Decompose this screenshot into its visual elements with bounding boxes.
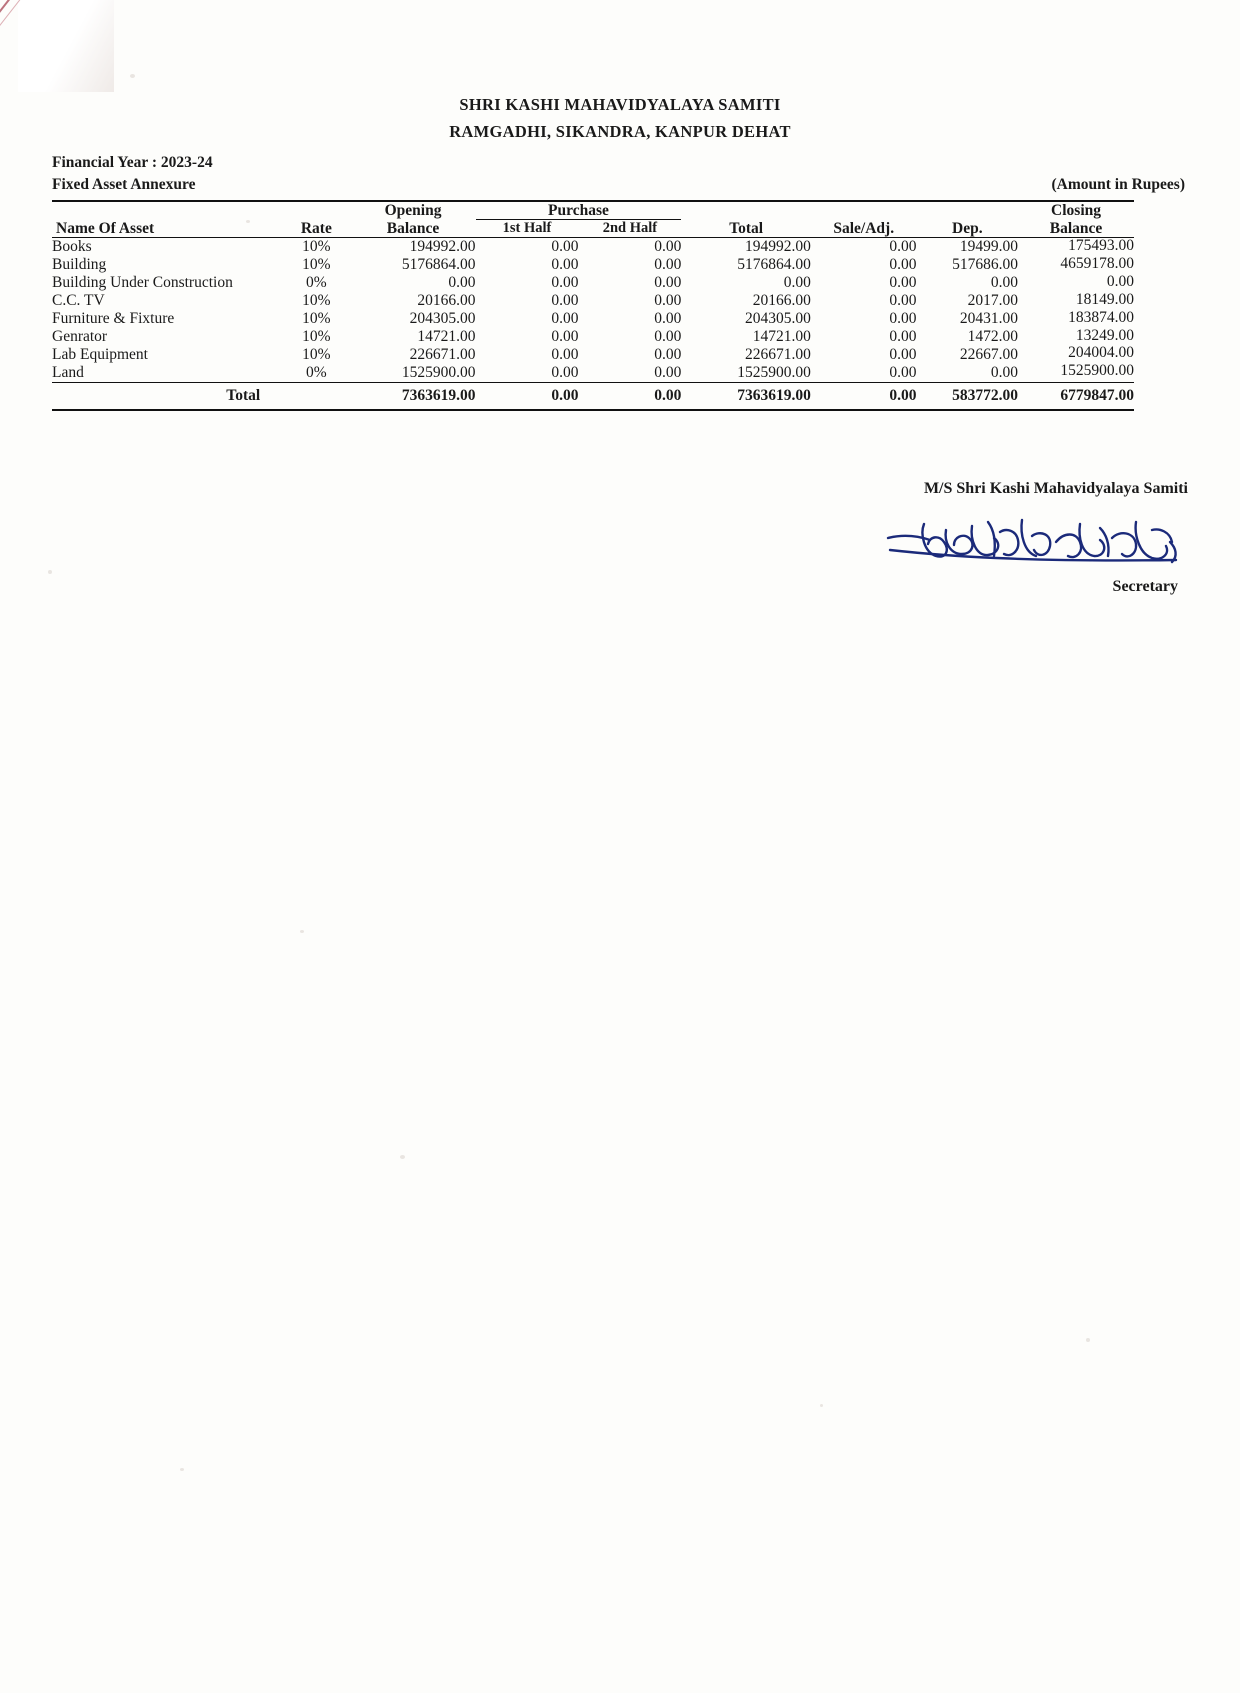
cell-total-dep: 583772.00 xyxy=(917,383,1019,411)
cell-asset-name: Land xyxy=(52,364,84,382)
cell-closing: 183874.00 xyxy=(1068,309,1134,327)
cell-sale-adj: 0.00 xyxy=(889,364,917,382)
cell-opening: 1525900.00 xyxy=(401,364,476,382)
annexure-row xyxy=(0,176,1240,194)
cell-first-half: 0.00 xyxy=(551,238,579,256)
cell-first-half: 0.00 xyxy=(551,328,579,346)
table-row xyxy=(52,346,1134,364)
amount-unit-note: (Amount in Rupees) xyxy=(1051,175,1185,193)
table-total-row xyxy=(52,383,1134,411)
cell-rate: 10% xyxy=(302,238,331,256)
cell-second-half: 0.00 xyxy=(654,274,682,292)
cell-dep: 20431.00 xyxy=(959,310,1019,328)
cell-asset-name: Furniture & Fixture xyxy=(52,310,175,328)
cell-total-opening: 7363619.00 xyxy=(351,383,476,411)
cell-closing: 204004.00 xyxy=(1068,344,1134,362)
cell-dep: 1472.00 xyxy=(967,328,1019,346)
table-body xyxy=(52,238,1134,415)
cell-rate: 10% xyxy=(302,256,331,274)
header-sale-adj: Sale/Adj. xyxy=(811,201,917,238)
cell-dep: 19499.00 xyxy=(959,238,1019,256)
cell-rate: 10% xyxy=(302,310,331,328)
cell-sale-adj: 0.00 xyxy=(889,256,917,274)
header-dep: Dep. xyxy=(917,201,1019,238)
header-purchase-second-half: 2nd Half xyxy=(602,220,658,237)
cell-sale-adj: 0.00 xyxy=(889,292,917,310)
header-purchase-first-half: 1st Half xyxy=(502,220,552,237)
scan-speck xyxy=(1086,1338,1090,1342)
cell-total-total: 7363619.00 xyxy=(681,383,811,411)
cell-asset-name: Building xyxy=(52,256,107,274)
cell-dep: 0.00 xyxy=(990,364,1019,382)
cell-total: 194992.00 xyxy=(745,238,811,256)
header-rate: Rate xyxy=(282,201,350,238)
cell-total-rate xyxy=(282,383,350,411)
cell-rate: 0% xyxy=(306,274,327,292)
cell-closing: 0.00 xyxy=(1106,273,1134,291)
scan-speck xyxy=(48,570,52,574)
cell-total-label: Total xyxy=(52,383,282,411)
signatory-entity: M/S Shri Kashi Mahavidyalaya Samiti xyxy=(923,480,1188,497)
header-purchase: Purchase xyxy=(476,201,682,220)
organization-name: SHRI KASHI MAHAVIDYALAYA SAMITI xyxy=(459,95,781,114)
cell-second-half: 0.00 xyxy=(654,238,682,256)
cell-total: 0.00 xyxy=(783,274,811,292)
table-row xyxy=(52,256,1134,274)
cell-sale-adj: 0.00 xyxy=(889,274,917,292)
organization-address: RAMGADHI, SIKANDRA, KANPUR DEHAT xyxy=(449,121,791,141)
cell-opening: 5176864.00 xyxy=(401,256,476,274)
cell-total-closing: 6779847.00 xyxy=(1018,383,1134,411)
header-total: Total xyxy=(681,201,811,238)
cell-closing: 13249.00 xyxy=(1075,327,1134,345)
cell-second-half: 0.00 xyxy=(654,256,682,274)
cell-dep: 0.00 xyxy=(990,274,1019,292)
cell-opening: 0.00 xyxy=(448,274,476,292)
financial-year-label: Financial Year : 2023-24 xyxy=(52,153,213,171)
cell-total: 226671.00 xyxy=(745,346,811,364)
scan-speck xyxy=(180,1468,184,1471)
cell-total-second-half: 0.00 xyxy=(578,383,681,411)
signature-block xyxy=(768,480,1188,596)
cell-second-half: 0.00 xyxy=(654,292,682,310)
cell-dep: 2017.00 xyxy=(967,292,1019,310)
header-opening-balance xyxy=(351,201,476,238)
cell-dep: 517686.00 xyxy=(952,256,1019,274)
cell-closing: 175493.00 xyxy=(1068,237,1134,255)
scan-speck xyxy=(400,1155,405,1159)
cell-second-half: 0.00 xyxy=(654,364,682,382)
cell-total: 204305.00 xyxy=(745,310,811,328)
cell-second-half: 0.00 xyxy=(654,346,682,364)
cell-total: 14721.00 xyxy=(752,328,811,346)
cell-opening: 226671.00 xyxy=(409,346,476,364)
cell-second-half: 0.00 xyxy=(654,310,682,328)
cell-closing: 18149.00 xyxy=(1075,291,1134,309)
cell-first-half: 0.00 xyxy=(551,274,579,292)
cell-sale-adj: 0.00 xyxy=(889,346,917,364)
scan-speck xyxy=(300,930,304,933)
cell-first-half: 0.00 xyxy=(551,346,579,364)
cell-opening: 204305.00 xyxy=(409,310,476,328)
document-content xyxy=(0,0,1240,595)
header-closing-line1: Closing xyxy=(1051,201,1101,219)
header-opening-line2: Balance xyxy=(386,219,440,237)
cell-dep: 22667.00 xyxy=(959,346,1019,364)
cell-opening: 14721.00 xyxy=(417,328,476,346)
cell-total: 1525900.00 xyxy=(737,364,811,382)
annexure-label: Fixed Asset Annexure xyxy=(52,175,196,193)
header-closing-line2: Balance xyxy=(1049,219,1103,237)
scan-speck xyxy=(820,1404,823,1407)
cell-total: 5176864.00 xyxy=(737,256,811,274)
cell-first-half: 0.00 xyxy=(551,310,579,328)
cell-asset-name: Lab Equipment xyxy=(52,346,148,364)
table-row xyxy=(52,274,1134,292)
table-header-row-main xyxy=(52,201,1134,220)
cell-opening: 194992.00 xyxy=(409,238,476,256)
table-row xyxy=(52,328,1134,346)
cell-sale-adj: 0.00 xyxy=(889,310,917,328)
cell-sale-adj: 0.00 xyxy=(889,238,917,256)
signatory-role: Secretary xyxy=(1112,578,1178,595)
cell-first-half: 0.00 xyxy=(551,256,579,274)
signature-area xyxy=(768,498,1188,576)
cell-first-half: 0.00 xyxy=(551,364,579,382)
table-row xyxy=(52,364,1134,383)
table-row xyxy=(52,310,1134,328)
table-bottom-rule xyxy=(52,410,1134,414)
table-row xyxy=(52,292,1134,310)
cell-asset-name: Genrator xyxy=(52,328,108,346)
cell-second-half: 0.00 xyxy=(654,328,682,346)
cell-total-first-half: 0.00 xyxy=(476,383,579,411)
cell-asset-name: Building Under Construction xyxy=(52,274,233,292)
cell-asset-name: Books xyxy=(52,238,92,256)
cell-closing: 1525900.00 xyxy=(1060,362,1134,380)
header-closing-balance xyxy=(1018,201,1134,238)
cell-rate: 0% xyxy=(306,364,327,382)
cell-rate: 10% xyxy=(302,346,331,364)
header-name-of-asset: Name Of Asset xyxy=(52,201,282,238)
handwritten-signature xyxy=(884,512,1184,572)
cell-first-half: 0.00 xyxy=(551,292,579,310)
financial-year-row xyxy=(0,154,1240,172)
cell-closing: 4659178.00 xyxy=(1060,255,1134,273)
cell-asset-name: C.C. TV xyxy=(52,292,105,310)
header-opening-line1: Opening xyxy=(384,201,442,219)
fixed-asset-table xyxy=(52,200,1134,415)
cell-rate: 10% xyxy=(302,292,331,310)
table-row xyxy=(52,238,1134,257)
cell-total-sale-adj: 0.00 xyxy=(811,383,917,411)
cell-total: 20166.00 xyxy=(752,292,811,310)
cell-rate: 10% xyxy=(302,328,331,346)
cell-opening: 20166.00 xyxy=(417,292,476,310)
cell-sale-adj: 0.00 xyxy=(889,328,917,346)
